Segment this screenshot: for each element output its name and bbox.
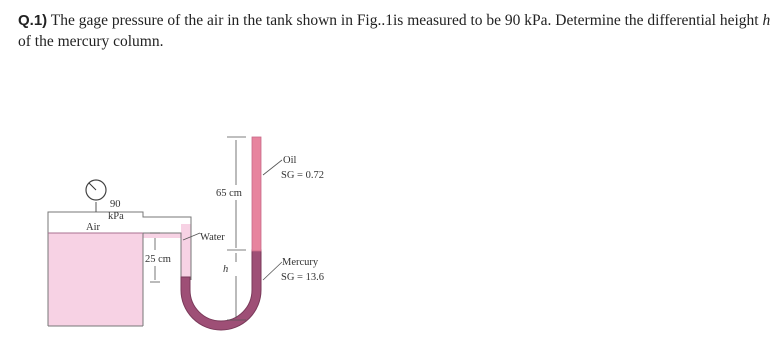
question-body-part2: of the mercury column. [18,33,164,50]
oil-column [252,137,261,251]
depth-label: 25 cm [145,254,171,265]
mercury-sg-label: SG = 13.6 [281,272,324,283]
oil-leader [263,160,282,175]
mercury-u-bend [181,250,261,330]
pipe-water [143,233,181,238]
variable-h: h [762,12,771,29]
water-label: Water [200,232,225,243]
oil-name-label: Oil [283,155,297,166]
question-number: Q.1) [18,12,48,29]
oil-height-label: 65 cm [216,188,242,199]
mercury-name-label: Mercury [282,257,319,268]
oil-sg-label: SG = 0.72 [281,170,324,181]
air-label: Air [86,222,100,233]
tank-water [48,233,143,326]
gauge-unit-label: kPa [108,211,124,222]
h-label: h [223,264,229,275]
mercury-leader [263,262,282,280]
gauge-value-label: 90 [110,199,121,210]
left-leg-water [181,224,191,280]
question-body-part1: The gage pressure of the air in the tank shown in Fig..1is measured to be 90 kPa. Determine the differential height [47,12,763,29]
